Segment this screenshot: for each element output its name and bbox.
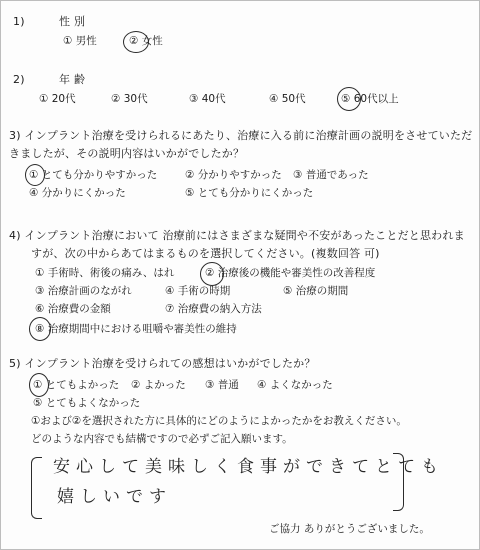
q2-option-4: ④ 50代: [269, 93, 306, 105]
q3-option-1: ① とても分かりやすかった: [29, 169, 158, 181]
q2-title: 年齢: [59, 73, 89, 86]
q4-option-8: ⑧ 治療期間中における咀嚼や審美性の維持: [35, 323, 237, 335]
q4-answer-circle-8: [29, 317, 51, 341]
answer-bracket-left: [31, 457, 42, 519]
q5-option-4: ④ よくなかった: [257, 379, 333, 391]
q5-option-1: ① とてもよかった: [33, 379, 120, 391]
q4-option-6: ⑥ 治療費の金額: [35, 303, 111, 315]
q5-option-3: ③ 普通: [205, 379, 239, 391]
q3-question-line2: きましたが、その説明内容はいかがでしたか？: [9, 147, 245, 160]
q2-option-2: ② 30代: [111, 93, 148, 105]
q5-instruction-line1: ①および②を選択された方に具体的にどのようによかったかをお教えください。: [31, 415, 407, 427]
q3-option-5: ⑤ とても分かりにくかった: [185, 187, 314, 199]
q5-option-5: ⑤ とてもよくなかった: [33, 397, 141, 409]
q2-answer-circle: [337, 87, 361, 111]
q5-instruction-line2: どのような内容でも結構ですので必ずご記入願います。: [31, 433, 293, 445]
q2-option-3: ③ 40代: [189, 93, 226, 105]
q4-question-line2: すが、次の中からあてはまるものを選択してください。(複数回答 可): [31, 247, 380, 260]
q5-option-2: ② よかった: [131, 379, 186, 391]
q1-option-2: ② 女性: [129, 35, 163, 47]
q3-option-4: ④ 分かりにくかった: [29, 187, 126, 199]
q5-answer-circle: [29, 373, 49, 397]
q2-option-1: ① 20代: [39, 93, 76, 105]
q5-question: 5) インプラント治療を受けられての感想はいかがでしたか？: [9, 357, 316, 370]
handwritten-answer-line2: 嬉しいです: [57, 487, 172, 507]
q1-title: 性別: [59, 15, 89, 28]
q4-question-line1: 4) インプラント治療において 治療前にはさまざまな疑問や不安があったことだと思われま: [9, 229, 465, 242]
q2-number: 2): [13, 73, 25, 86]
q1-option-1: ① 男性: [63, 35, 97, 47]
q1-answer-circle: [123, 31, 149, 53]
q4-option-2: ② 治療後の機能や審美性の改善程度: [205, 267, 376, 279]
handwritten-answer-line1: 安心して美味しく食事ができてとても: [53, 457, 444, 477]
q3-option-2: ② 分かりやすかった: [185, 169, 282, 181]
q4-option-4: ④ 手術の時期: [165, 285, 231, 297]
q4-answer-circle-2: [200, 262, 224, 286]
q3-option-3: ③ 普通であった: [293, 169, 369, 181]
q2-option-5: ⑤ 60代以上: [341, 93, 399, 105]
q4-option-1: ① 手術時、術後の痛み、はれ: [35, 267, 175, 279]
q4-option-5: ⑤ 治療の期間: [283, 285, 349, 297]
footer-thanks: ご協力 ありがとうございました。: [269, 523, 430, 535]
q4-option-7: ⑦ 治療費の納入方法: [165, 303, 262, 315]
q1-number: 1): [13, 15, 25, 28]
q3-question-line1: 3) インプラント治療を受けられるにあたり、治療に入る前に治療計画の説明をさせていただ: [9, 129, 473, 142]
q4-option-3: ③ 治療計画のながれ: [35, 285, 132, 297]
q3-answer-circle: [25, 164, 45, 186]
